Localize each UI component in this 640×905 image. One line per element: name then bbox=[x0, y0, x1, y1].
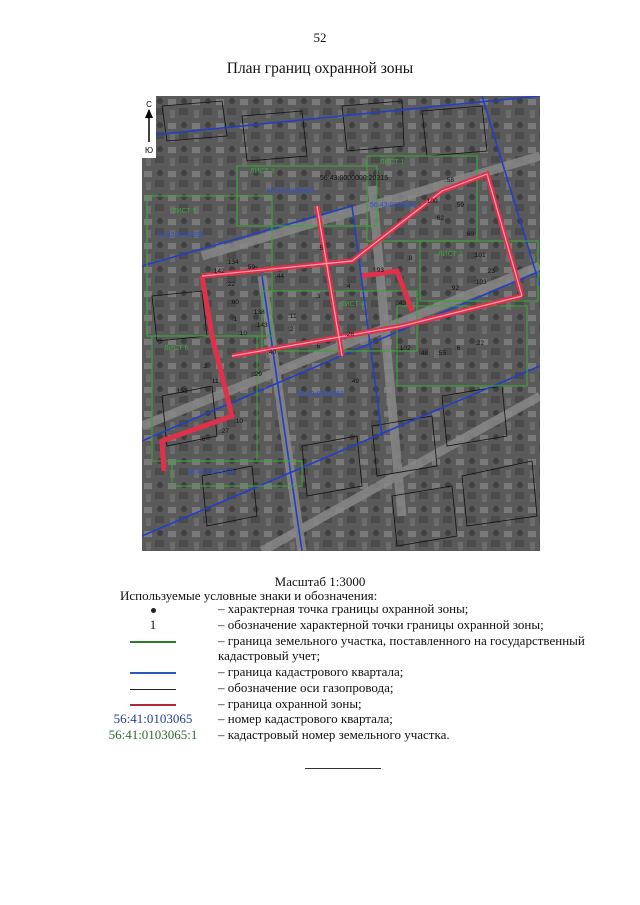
aerial-photo bbox=[142, 96, 540, 551]
parcel-label: :2 bbox=[202, 363, 208, 370]
compass-north: С bbox=[146, 100, 152, 109]
legend-row-parcel-number bbox=[0, 728, 640, 742]
parcel-label: :4 bbox=[345, 283, 351, 290]
page-title: План границ охранной зоны bbox=[226, 60, 414, 77]
legend-row-land-plot bbox=[0, 634, 640, 648]
point-marker-icon bbox=[151, 608, 156, 613]
parcel-label: :27 bbox=[220, 428, 230, 435]
gas-pipeline-code: 56:43:0000000:20315 bbox=[320, 175, 389, 182]
blue-line-icon bbox=[130, 672, 176, 674]
parcel-label: :23 bbox=[486, 268, 496, 275]
quarter-code: 56:43:0206061 bbox=[370, 202, 417, 209]
parcel-label: :143 bbox=[255, 322, 268, 329]
page-number: 52 bbox=[313, 30, 327, 45]
parcel-label: :5 bbox=[318, 245, 324, 252]
parcel-label: :59 bbox=[455, 202, 465, 209]
parcel-label: :44 bbox=[275, 273, 285, 280]
parcel-label: :43 bbox=[397, 300, 407, 307]
parcel-label: :48 bbox=[419, 350, 429, 357]
parcel-label: :22 bbox=[226, 281, 236, 288]
quarter-code: 56:43:0206039 bbox=[187, 469, 234, 476]
parcel-label: :59 bbox=[246, 264, 256, 271]
north-arrow-icon bbox=[142, 96, 156, 158]
parcel-label: :101 bbox=[473, 252, 486, 259]
legend-row-zone bbox=[0, 697, 640, 711]
legend-text: – кадастровый номер земельного участка. bbox=[218, 727, 450, 742]
parcel-label: :1 bbox=[232, 316, 238, 323]
parcel-label: :100 bbox=[425, 198, 438, 205]
legend-text: – обозначение характерной точки границы охранной зоны; bbox=[218, 617, 544, 632]
parcel-label: :49 bbox=[350, 378, 360, 385]
black-line-icon bbox=[130, 689, 176, 690]
sheet-label: ЛИСТ 5 bbox=[172, 208, 197, 215]
parcel-label: :60 bbox=[465, 231, 475, 238]
legend-row-gas-axis bbox=[0, 681, 640, 695]
parcel-label: :22 bbox=[475, 340, 485, 347]
parcel-label: :102 bbox=[398, 345, 411, 352]
parcel-label: :10 bbox=[234, 418, 244, 425]
parcel-label: :60 bbox=[230, 299, 240, 306]
parcel-label: :92 bbox=[450, 285, 460, 292]
parcel-label: :3 bbox=[315, 293, 321, 300]
parcel-label: :28 bbox=[345, 331, 355, 338]
sheet-label: ЛИСТ 1 bbox=[380, 159, 405, 166]
sheet-label: ЛИСТ 4 bbox=[340, 301, 365, 308]
quarter-code: 56:43:0206038 bbox=[157, 232, 204, 239]
legend-text: – характерная точка границы охранной зоны; bbox=[218, 601, 469, 616]
legend-row-point-number bbox=[0, 618, 640, 632]
parcel-label: :58 bbox=[445, 177, 455, 184]
cadastral-map bbox=[142, 96, 540, 551]
parcel-label: :11 bbox=[210, 378, 219, 385]
parcel-label: :62 bbox=[435, 215, 445, 222]
legend-text: – граница кадастрового квартала; bbox=[218, 664, 404, 679]
parcel-label: :8 bbox=[407, 255, 413, 262]
legend-row-point bbox=[0, 602, 640, 616]
parcel-label: :6 bbox=[455, 345, 461, 352]
parcel-label: :6 bbox=[315, 343, 321, 350]
sheet-label: ЛИСТ 3 bbox=[250, 168, 275, 175]
legend-symbol-number: 1 bbox=[149, 617, 157, 632]
legend-row-quarter bbox=[0, 665, 640, 679]
parcel-label: :6 bbox=[200, 436, 206, 443]
legend-row-quarter-number bbox=[0, 712, 640, 726]
sheet-label: ЛИСТ 2 bbox=[438, 251, 463, 258]
legend-text: – граница охранной зоны; bbox=[218, 696, 362, 711]
parcel-number-example: 56:41:0103065:1 bbox=[108, 727, 198, 742]
parcel-label: :10 bbox=[238, 330, 248, 337]
parcel-label: :103 bbox=[474, 279, 487, 286]
legend-heading: Используемые условные знаки и обозначения: bbox=[120, 588, 378, 603]
quarter-code: 56:43:0206062 bbox=[297, 391, 344, 398]
green-line-icon bbox=[130, 641, 176, 643]
legend-text: – обозначение оси газопровода; bbox=[218, 680, 394, 695]
compass-south: Ю bbox=[144, 146, 154, 155]
parcel-label: :93 bbox=[375, 267, 385, 274]
closing-rule bbox=[305, 768, 381, 769]
sheet-label: ЛИСТ 6 bbox=[164, 345, 189, 352]
parcel-label: :40 bbox=[267, 349, 277, 356]
quarter-number-example: 56:41:0103065 bbox=[113, 711, 193, 726]
legend-text: – граница земельного участка, поставленного на государственный bbox=[218, 633, 585, 648]
parcel-label: :11 bbox=[288, 313, 297, 320]
map-scale: Масштаб 1:3000 bbox=[274, 574, 366, 589]
quarter-code: 56:43:0206060 bbox=[267, 188, 314, 195]
parcel-label: :138 bbox=[252, 309, 265, 316]
parcel-label: :134 bbox=[226, 259, 239, 266]
parcel-label: :2 bbox=[288, 326, 294, 333]
legend-text: – номер кадастрового квартала; bbox=[218, 711, 393, 726]
parcel-label: :142 bbox=[212, 268, 225, 275]
parcel-label: :29 bbox=[253, 371, 263, 378]
legend-row-land-plot-cont bbox=[0, 649, 640, 663]
red-line-icon bbox=[130, 704, 176, 706]
parcel-label: :153 bbox=[175, 388, 188, 395]
legend-text: кадастровый учет; bbox=[218, 648, 321, 663]
parcel-label: :55 bbox=[437, 350, 447, 357]
